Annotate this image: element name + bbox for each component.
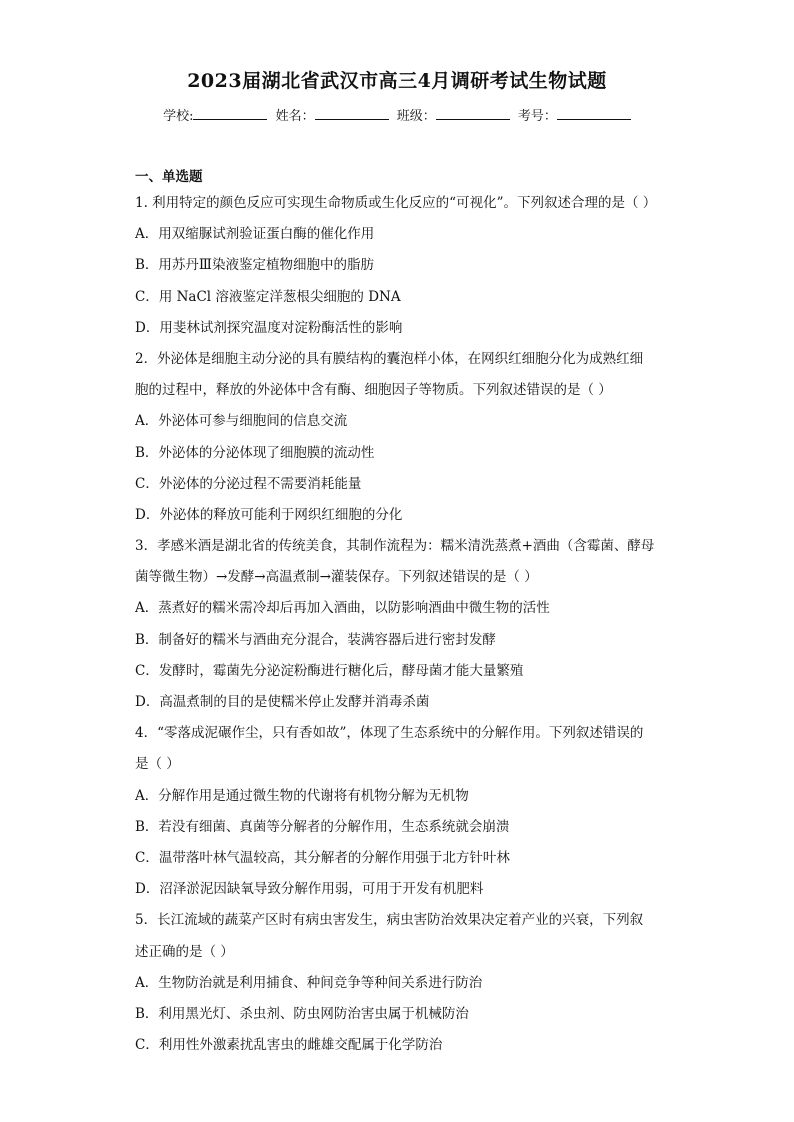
question-3-stem-line-2: 菌等微生物）→发酵→高温煮制→灌装保存。下列叙述错误的是（ ） [135, 569, 538, 586]
question-2-stem-line-1: 2．外泌体是细胞主动分泌的具有膜结构的囊泡样小体，在网织红细胞分化为成熟红细 [135, 350, 644, 367]
question-5-option-a: A．生物防治就是利用捕食、种间竞争等种间关系进行防治 [135, 974, 483, 991]
question-1-option-b: B．用苏丹Ⅲ染液鉴定植物细胞中的脂肪 [135, 257, 374, 274]
question-2-option-b: B．外泌体的分泌体现了细胞膜的流动性 [135, 444, 375, 461]
question-1-stem: 1. 利用特定的颜色反应可实现生命物质或生化反应的“可视化”。下列叙述合理的是（ ） [135, 195, 657, 211]
exam-number-blank[interactable] [557, 107, 631, 120]
question-2-option-d: D．外泌体的释放可能利于网织红细胞的分化 [135, 506, 403, 523]
question-4-option-b: B．若没有细菌、真菌等分解者的分解作用，生态系统就会崩溃 [135, 818, 510, 835]
question-1-option-a: A．用双缩脲试剂验证蛋白酶的催化作用 [135, 226, 375, 243]
student-info-row [0, 105, 794, 124]
name-blank[interactable] [315, 107, 389, 120]
question-4-stem-line-2: 是（ ） [135, 756, 180, 773]
question-4-option-c: C．温带落叶林气温较高，其分解者的分解作用强于北方针叶林 [135, 849, 510, 866]
question-5-option-c: C．利用性外激素扰乱害虫的雌雄交配属于化学防治 [135, 1037, 443, 1054]
class-blank[interactable] [436, 107, 510, 120]
question-list [135, 188, 665, 1061]
question-3-option-b: B．制备好的糯米与酒曲充分混合，装满容器后进行密封发酵 [135, 631, 496, 648]
question-3-option-d: D．高温煮制的目的是使糯米停止发酵并消毒杀菌 [135, 694, 430, 710]
question-4-stem-line-1: 4．“零落成泥碾作尘，只有香如故”，体现了生态系统中的分解作用。下列叙述错误的 [135, 725, 644, 742]
question-2-option-c: C．外泌体的分泌过程不需要消耗能量 [135, 475, 362, 492]
exam-title: 2023届湖北省武汉市高三4月调研考试生物试题 [187, 70, 607, 92]
question-5-option-b: B．利用黑光灯、杀虫剂、防虫网防治害虫属于机械防治 [135, 1005, 469, 1022]
name-label: 姓名： [275, 109, 315, 124]
question-2-option-a: A．外泌体可参与细胞间的信息交流 [135, 413, 348, 430]
question-5-stem-line-2: 述正确的是（ ） [135, 943, 234, 960]
class-label: 班级： [396, 109, 436, 124]
question-5-stem-line-1: 5．长江流域的蔬菜产区时有病虫害发生，病虫害防治效果决定着产业的兴衰，下列叙 [135, 912, 644, 929]
school-blank[interactable] [193, 107, 267, 120]
school-label: 学校: [163, 109, 194, 124]
question-3-option-c: C．发酵时，霉菌先分泌淀粉酶进行糖化后，酵母菌才能大量繁殖 [135, 662, 524, 679]
question-4-option-d: D．沼泽淤泥因缺氧导致分解作用弱，可用于开发有机肥料 [135, 881, 484, 898]
question-1-option-d: D．用斐林试剂探究温度对淀粉酶活性的影响 [135, 319, 403, 336]
section-title: 一、单选题 [135, 169, 203, 185]
question-1-option-c: C．用 NaCl 溶液鉴定洋葱根尖细胞的 DNA [135, 288, 401, 305]
exam-number-label: 考号： [517, 109, 557, 124]
question-2-stem-line-2: 胞的过程中，释放的外泌体中含有酶、细胞因子等物质。下列叙述错误的是（ ） [135, 382, 612, 399]
question-4-option-a: A．分解作用是通过微生物的代谢将有机物分解为无机物 [135, 787, 469, 804]
question-3-stem-line-1: 3．孝感米酒是湖北省的传统美食，其制作流程为：糯米清洗蒸煮+酒曲（含霉菌、酵母 [135, 538, 655, 555]
question-3-option-a: A．蒸煮好的糯米需冷却后再加入酒曲，以防影响酒曲中微生物的活性 [135, 600, 550, 617]
